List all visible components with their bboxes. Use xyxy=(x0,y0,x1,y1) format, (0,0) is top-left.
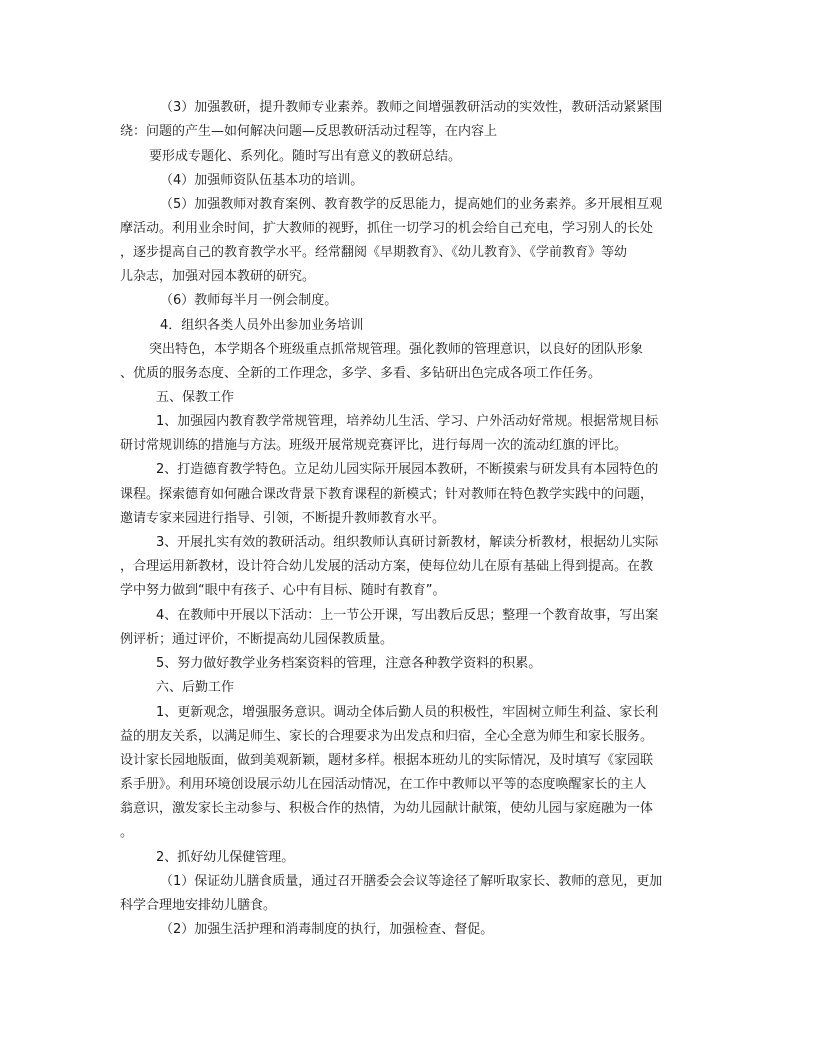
text-line: 儿杂志，加强对园本教研的研究。 xyxy=(120,269,316,284)
text-line: 摩活动。利用业余时间，扩大教师的视野，抓住一切学习的机会给自己充电，学习别人的长处 xyxy=(120,221,654,236)
section-heading: 4．组织各类人员外出参加业务培训 xyxy=(160,318,364,333)
text-line: 例评析；通过评价，不断提高幼儿园保教质量。 xyxy=(120,632,394,647)
text-line: 。 xyxy=(120,825,134,840)
text-line: 1、加强园内教育教学常规管理，培养幼儿生活、学习、户外活动好常规。根据常规目标 xyxy=(156,414,659,429)
text-line: 研讨常规训练的措施与方法。班级开展常规竞赛评比，进行每周一次的流动红旗的评比。 xyxy=(120,438,628,453)
text-line: （4）加强师资队伍基本功的培训。 xyxy=(160,173,364,188)
text-line: （3）加强教研，提升教师专业素养。教师之间增强教研活动的实效性，教研活动紧紧围 xyxy=(160,100,663,115)
text-line: 5、努力做好教学业务档案资料的管理，注意各种教学资料的积累。 xyxy=(156,656,542,671)
text-line: 3、开展扎实有效的教研活动。组织教师认真研讨新教材，解读分析教材，根据幼儿实际 xyxy=(156,535,659,550)
text-line: 1、更新观念，增强服务意识。调动全体后勤人员的积极性，牢固树立师生利益、家长利 xyxy=(156,705,659,720)
text-line: （2）加强生活护理和消毒制度的执行，加强检查、督促。 xyxy=(160,922,494,937)
text-line: 要形成专题化、系列化。随时写出有意义的教研总结。 xyxy=(149,149,462,164)
text-line: 系手册》。利用环境创设展示幼儿在园活动情况，在工作中教师以平等的态度唤醒家长的主人 xyxy=(120,777,647,792)
text-line: 学中努力做到“眼中有孩子、心中有目标、随时有教育”。 xyxy=(120,583,446,598)
text-line: 科学合理地安排幼儿膳食。 xyxy=(120,898,277,913)
text-line: 翁意识，激发家长主动参与、积极合作的热情，为幼儿园献计献策，使幼儿园与家庭融为一体 xyxy=(120,801,654,816)
text-line: 2、抓好幼儿保健管理。 xyxy=(156,850,295,865)
text-line: 邀请专家来园进行指导、引领，不断提升教师教育水平。 xyxy=(120,511,446,526)
text-line: 课程。探索德育如何融合课改背景下教育课程的新模式；针对教师在特色教学实践中的问题， xyxy=(120,487,654,502)
text-line: ，合理运用新教材，设计符合幼儿发展的活动方案，使每位幼儿在原有基础上得到提高。在教 xyxy=(120,559,654,574)
section-heading: 六、后勤工作 xyxy=(156,680,235,695)
text-line: （6）教师每半月一例会制度。 xyxy=(160,293,338,308)
text-line: 2、打造德育教学特色。立足幼儿园实际开展园本教研，不断摸索与研发具有本园特色的 xyxy=(156,462,659,477)
text-line: 设计家长园地版面，做到美观新颖，题材多样。根据本班幼儿的实际情况，及时填写《家园联 xyxy=(120,753,654,768)
text-line: 益的朋友关系，以满足师生、家长的合理要求为出发点和归宿，全心全意为师生和家长服务。 xyxy=(120,729,654,744)
text-line: 突出特色，本学期各个班级重点抓常规管理。强化教师的管理意识，以良好的团队形象 xyxy=(149,342,644,357)
text-line: （1）保证幼儿膳食质量，通过召开膳委会会议等途径了解听取家长、教师的意见，更加 xyxy=(160,874,663,889)
text-line: 、优质的服务态度、全新的工作理念，多学、多看、多钻研出色完成各项工作任务。 xyxy=(120,366,602,381)
section-heading: 五、保教工作 xyxy=(156,390,235,405)
text-line: ，逐步提高自己的教育教学水平。经常翻阅《早期教育》、《幼儿教育》、《学前教育》等幼 xyxy=(120,245,628,260)
text-line: 绕：问题的产生—如何解决问题—反思教研活动过程等，在内容上 xyxy=(120,124,498,139)
text-line: 4、在教师中开展以下活动：上一节公开课，写出教后反思；整理一个教育故事，写出案 xyxy=(156,608,659,623)
text-line: （5）加强教师对教育案例、教育教学的反思能力，提高她们的业务素养。多开展相互观 xyxy=(160,197,663,212)
